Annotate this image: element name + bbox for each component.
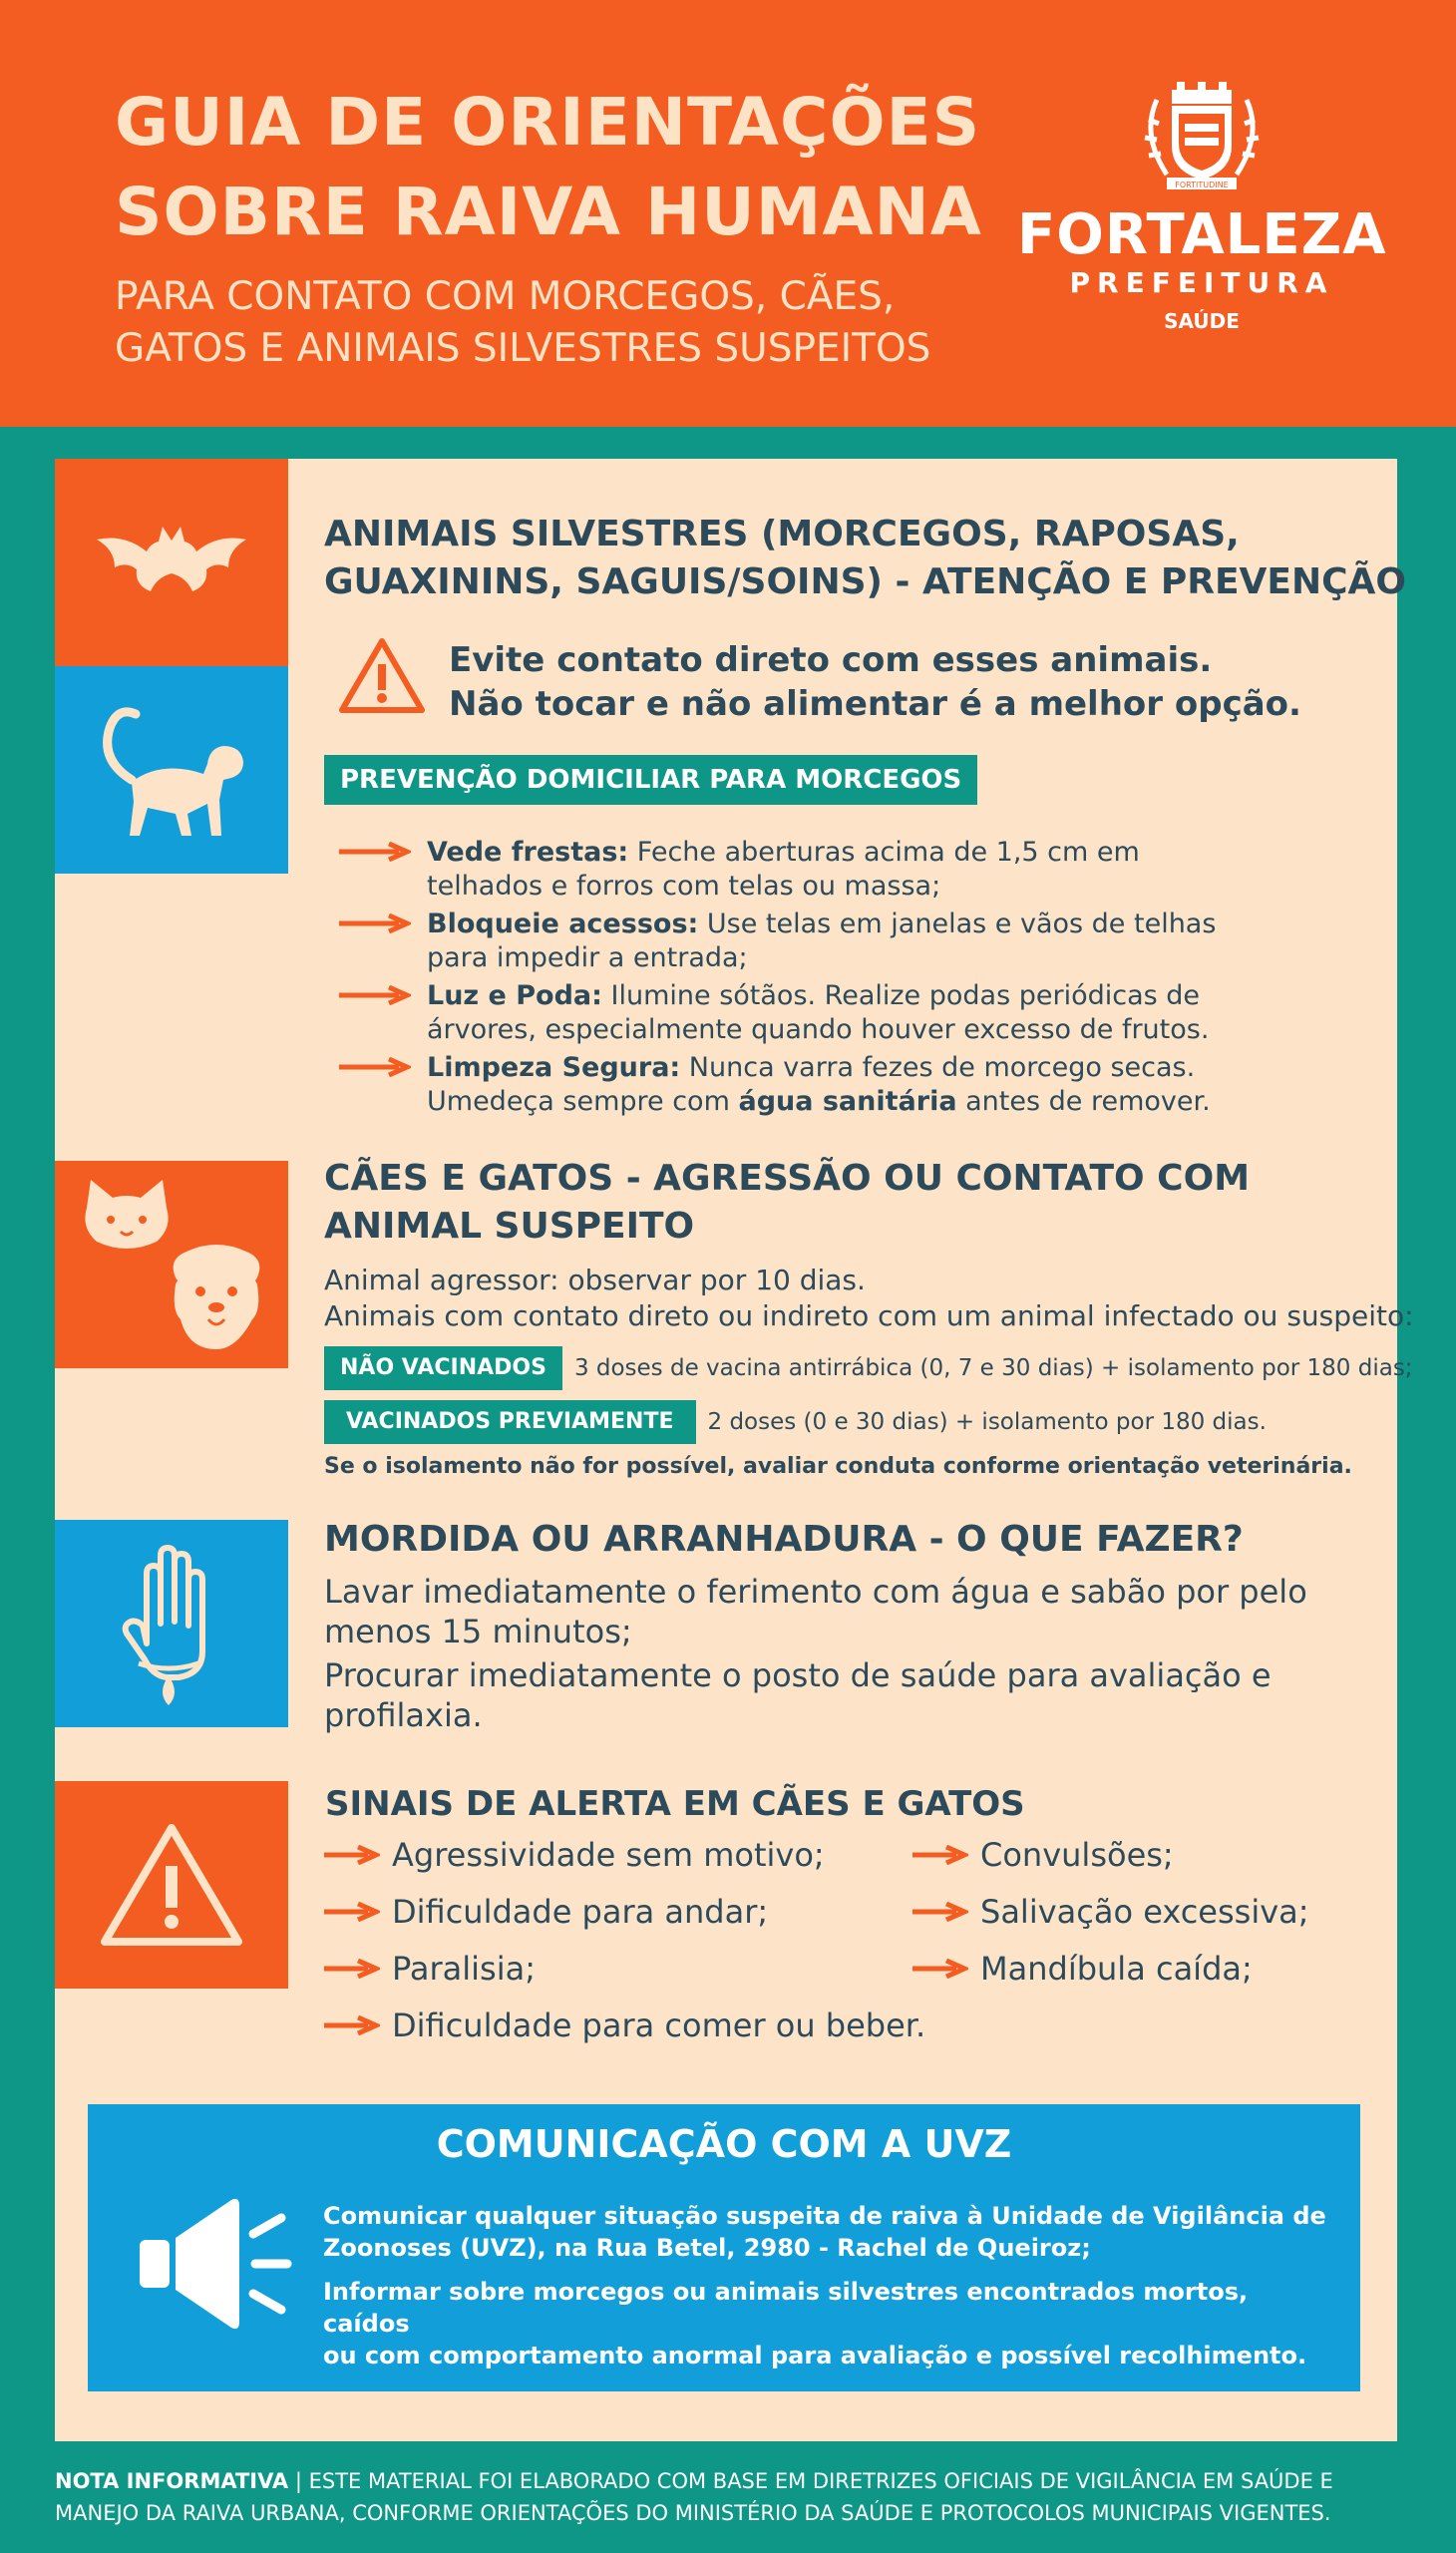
text-line: ou com comportamento anormal para avaliação e possível recolhimento. bbox=[323, 2342, 1307, 2370]
arrow-icon bbox=[339, 842, 411, 862]
logo-sub: PREFEITURA bbox=[1069, 266, 1334, 299]
arrow-icon bbox=[339, 913, 411, 933]
list-item bbox=[339, 836, 1336, 904]
bite-title: MORDIDA OU ARRANHADURA - O QUE FAZER? bbox=[324, 1519, 1244, 1560]
svg-text:FORTITUDINE: FORTITUDINE bbox=[1175, 181, 1229, 189]
item-text: Nunca varra fezes de morcego secas. bbox=[680, 1052, 1196, 1083]
item-text: Ilumine sótãos. Realize podas periódicas de bbox=[601, 980, 1201, 1011]
sign-text: Agressividade sem motivo; bbox=[392, 1836, 825, 1874]
sign-item bbox=[324, 1892, 768, 1932]
footer-note bbox=[55, 2465, 1411, 2529]
arrow-icon bbox=[324, 2015, 380, 2035]
uvz-p1 bbox=[323, 2200, 1330, 2264]
uvz-box bbox=[88, 2104, 1360, 2391]
item-bold: Luz e Poda: bbox=[427, 980, 602, 1011]
title-line: GUIA DE ORIENTAÇÕES bbox=[115, 84, 981, 161]
monkey-tile bbox=[55, 666, 288, 874]
item-bold: água sanitária bbox=[738, 1086, 957, 1117]
pets-title bbox=[324, 1155, 1250, 1251]
warning-line: Evite contato direto com esses animais. bbox=[449, 640, 1213, 680]
item-text: Use telas em janelas e vãos de telhas bbox=[698, 909, 1217, 939]
arrow-icon bbox=[339, 1057, 411, 1077]
bite-p1 bbox=[324, 1572, 1351, 1651]
vaccinated-tag: VACINADOS PREVIAMENTE bbox=[324, 1400, 696, 1444]
text-line: menos 15 minutos; bbox=[324, 1613, 632, 1650]
sign-item bbox=[324, 1835, 825, 1875]
list-item bbox=[339, 1051, 1336, 1119]
sign-text: Dificuldade para comer ou beber. bbox=[392, 2006, 926, 2044]
item-text: Feche aberturas acima de 1,5 cm em bbox=[628, 837, 1140, 868]
pets-tile bbox=[55, 1161, 288, 1368]
arrow-icon bbox=[324, 1959, 380, 1979]
uvz-title: COMUNICAÇÃO COM A UVZ bbox=[436, 2122, 1012, 2166]
list-item bbox=[339, 908, 1336, 975]
unvaccinated-row bbox=[324, 1346, 1413, 1390]
sign-item bbox=[912, 1949, 1253, 1989]
bat-prevention-list bbox=[339, 836, 1336, 1123]
bat-prevention-tag: PREVENÇÃO DOMICILIAR PARA MORCEGOS bbox=[324, 755, 977, 805]
subtitle-line: PARA CONTATO COM MORCEGOS, CÃES, bbox=[115, 274, 896, 319]
bat-tile bbox=[55, 459, 288, 666]
page-title bbox=[115, 78, 982, 257]
uvz-p2 bbox=[323, 2276, 1330, 2371]
arrow-icon bbox=[324, 1902, 380, 1922]
text-line: profilaxia. bbox=[324, 1696, 483, 1734]
text-line: Comunicar qualquer situação suspeita de raiva à Unidade de Vigilância de bbox=[323, 2202, 1326, 2230]
sign-item bbox=[912, 1892, 1309, 1932]
signs-tile bbox=[55, 1781, 288, 1989]
sign-item bbox=[324, 1949, 536, 1989]
title-line: ANIMAL SUSPEITO bbox=[324, 1206, 695, 1247]
alert-icon bbox=[97, 1820, 246, 1950]
item-bold: Bloqueie acessos: bbox=[427, 909, 699, 939]
sign-text: Convulsões; bbox=[980, 1836, 1174, 1874]
warning-line: Não tocar e não alimentar é a melhor opção. bbox=[449, 684, 1301, 724]
sign-text: Mandíbula caída; bbox=[980, 1950, 1253, 1988]
subtitle-line: GATOS E ANIMAIS SILVESTRES SUSPEITOS bbox=[115, 326, 931, 371]
title-line: ANIMAIS SILVESTRES (MORCEGOS, RAPOSAS, bbox=[324, 514, 1240, 554]
sign-item bbox=[324, 2006, 925, 2045]
sign-text: Dificuldade para andar; bbox=[392, 1893, 769, 1931]
arrow-icon bbox=[912, 1959, 968, 1979]
fortaleza-logo bbox=[1017, 80, 1386, 341]
item-bold: Vede frestas: bbox=[427, 837, 629, 868]
item-text: telhados e forros com telas ou massa; bbox=[427, 871, 941, 902]
pets-text bbox=[324, 1263, 1414, 1334]
item-text: antes de remover. bbox=[956, 1086, 1211, 1117]
vaccinated-text: 2 doses (0 e 30 dias) + isolamento por 180 dias. bbox=[707, 1409, 1267, 1435]
page-subtitle bbox=[115, 271, 930, 375]
megaphone-icon bbox=[136, 2184, 295, 2344]
logo-name: FORTALEZA bbox=[1017, 202, 1387, 267]
text-line: Informar sobre morcegos ou animais silvestres encontrados mortos, caídos bbox=[323, 2278, 1249, 2338]
sign-text: Salivação excessiva; bbox=[980, 1893, 1309, 1931]
title-line: CÃES E GATOS - AGRESSÃO OU CONTATO COM bbox=[324, 1158, 1251, 1199]
arrow-icon bbox=[339, 985, 411, 1005]
bat-icon bbox=[84, 511, 259, 614]
footer-text: MANEJO DA RAIVA URBANA, CONFORME ORIENTAÇÕES DO MINISTÉRIO DA SAÚDE E PROTOCOLOS MUNICIPAIS VIGENTES. bbox=[55, 2501, 1331, 2525]
sign-text: Paralisia; bbox=[392, 1950, 536, 1988]
bite-p2 bbox=[324, 1655, 1351, 1735]
text-line: Zoonoses (UVZ), na Rua Betel, 2980 - Rachel de Queiroz; bbox=[323, 2234, 1091, 2262]
footer-label: NOTA INFORMATIVA bbox=[55, 2469, 289, 2493]
text-line: Animais com contato direto ou indireto com um animal infectado ou suspeito: bbox=[324, 1299, 1414, 1332]
arrow-icon bbox=[324, 1845, 380, 1865]
vaccinated-row bbox=[324, 1400, 1267, 1444]
arrow-icon bbox=[912, 1845, 968, 1865]
item-text: para impedir a entrada; bbox=[427, 942, 748, 973]
sign-item bbox=[912, 1835, 1174, 1875]
footer-text: | ESTE MATERIAL FOI ELABORADO COM BASE EM DIRETRIZES OFICIAIS DE VIGILÂNCIA EM SAÚDE E bbox=[288, 2469, 1333, 2493]
uvz-text bbox=[323, 2200, 1330, 2383]
bite-tile bbox=[55, 1520, 288, 1727]
text-line: Animal agressor: observar por 10 dias. bbox=[324, 1264, 866, 1296]
text-line: Lavar imediatamente o ferimento com água e sabão por pelo bbox=[324, 1573, 1307, 1611]
item-text: árvores, especialmente quando houver excesso de frutos. bbox=[427, 1014, 1210, 1045]
header-banner bbox=[0, 0, 1456, 427]
list-item bbox=[339, 979, 1336, 1047]
unvaccinated-text: 3 doses de vacina antirrábica (0, 7 e 30 dias) + isolamento por 180 dias; bbox=[573, 1355, 1413, 1381]
signs-title: SINAIS DE ALERTA EM CÃES E GATOS bbox=[325, 1784, 1025, 1824]
hand-water-icon bbox=[117, 1534, 226, 1713]
item-bold: Limpeza Segura: bbox=[427, 1052, 681, 1083]
unvaccinated-tag: NÃO VACINADOS bbox=[324, 1346, 562, 1390]
warning-icon bbox=[337, 636, 427, 716]
logo-dept: SAÚDE bbox=[1164, 309, 1240, 333]
wild-animals-title bbox=[324, 511, 1406, 606]
cat-dog-icon bbox=[77, 1180, 266, 1349]
city-crest-icon bbox=[1127, 80, 1276, 199]
text-line: Procurar imediatamente o posto de saúde para avaliação e bbox=[324, 1656, 1272, 1694]
monkey-icon bbox=[92, 690, 251, 850]
isolation-note: Se o isolamento não for possível, avaliar conduta conforme orientação veterinária. bbox=[324, 1454, 1352, 1479]
arrow-icon bbox=[912, 1902, 968, 1922]
item-text: Umedeça sempre com bbox=[427, 1086, 739, 1117]
warning-text bbox=[449, 638, 1301, 726]
title-line: SOBRE RAIVA HUMANA bbox=[115, 174, 982, 250]
title-line: GUAXININS, SAGUIS/SOINS) - ATENÇÃO E PREVENÇÃO bbox=[324, 561, 1407, 602]
bite-text bbox=[324, 1572, 1351, 1739]
